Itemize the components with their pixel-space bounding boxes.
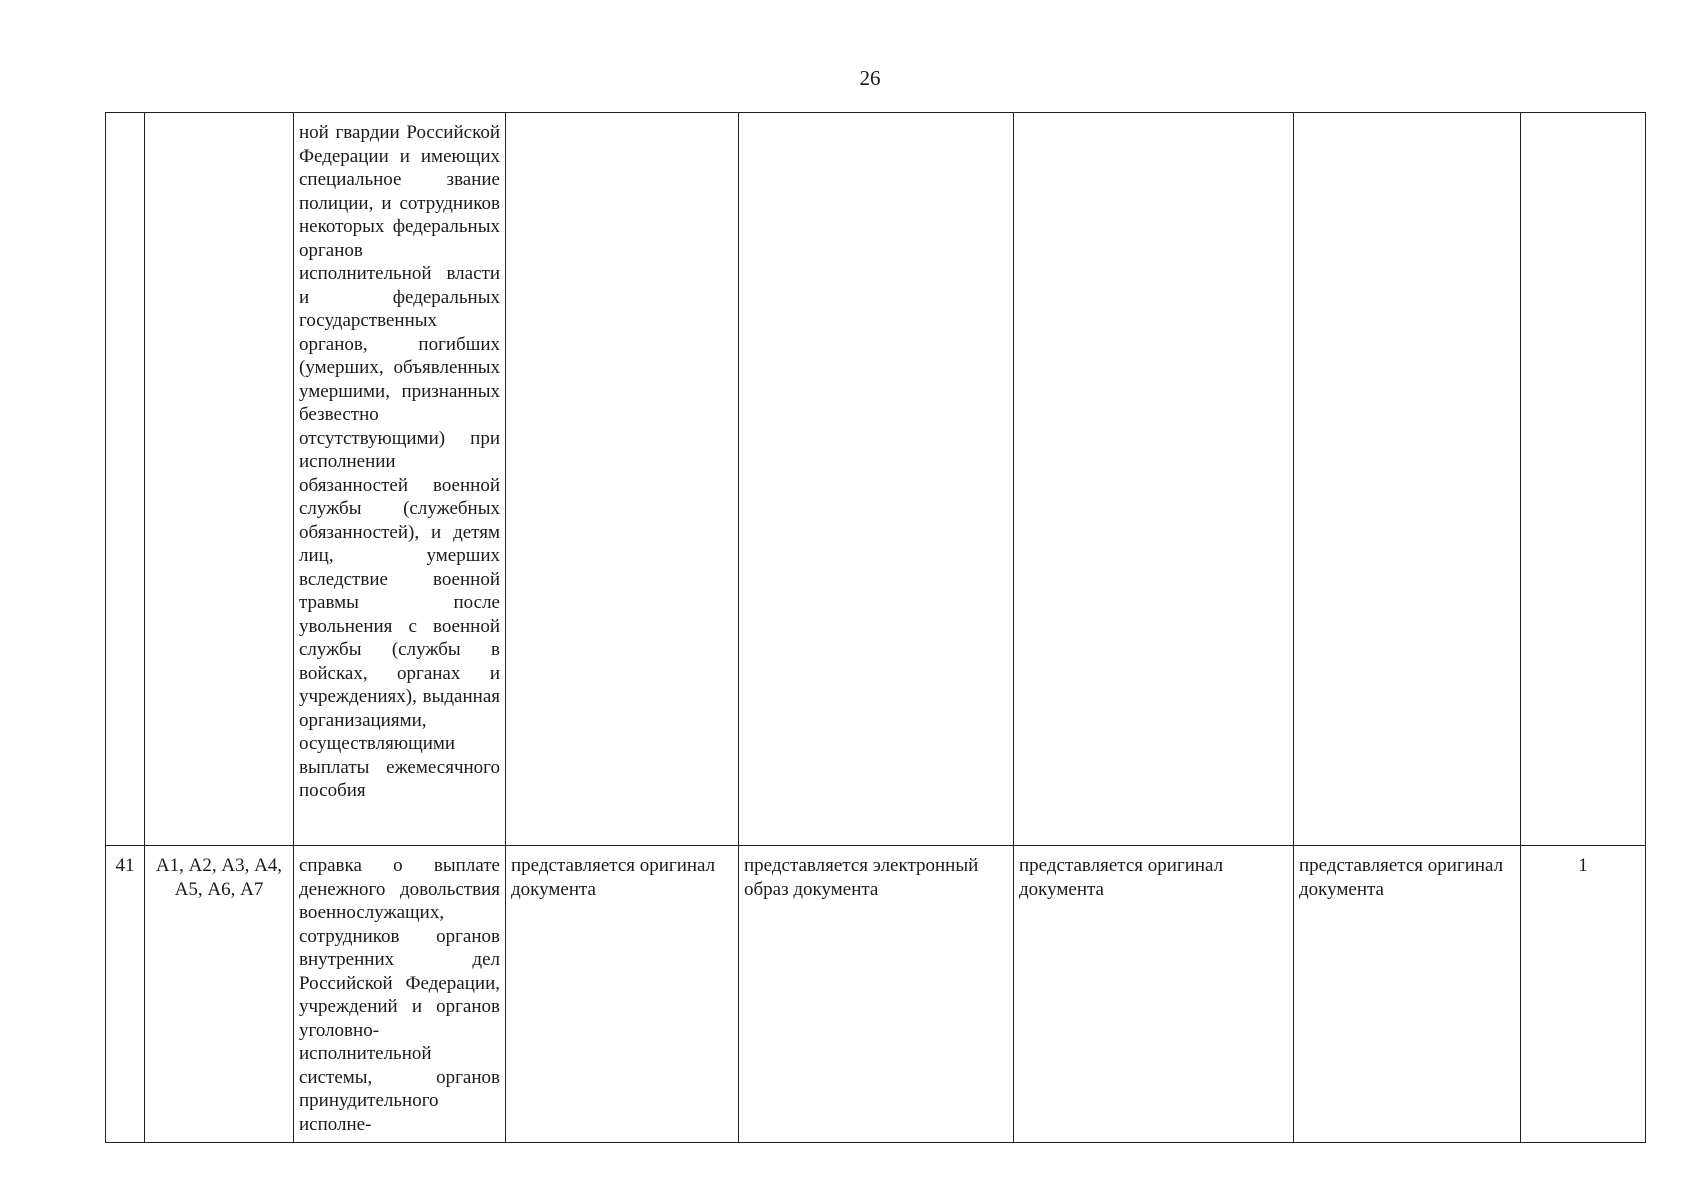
page-number: 26 bbox=[859, 66, 881, 90]
cell-col6: представляется оригинал документа bbox=[1014, 846, 1294, 1143]
cell-number: 41 bbox=[106, 846, 145, 1143]
cell-col5: представляется электронный образ документа bbox=[739, 846, 1014, 1143]
cell-col4 bbox=[506, 113, 739, 846]
cell-col7: представляется оригинал документа bbox=[1294, 846, 1521, 1143]
cell-col7 bbox=[1294, 113, 1521, 846]
cell-description: справка о выплате денежного довольствия военнослужащих, сотрудников органов внутренних дел Российской Федерации, учреждений и органов уголовно-исполнительной системы, органов принудительного исполне- bbox=[294, 846, 506, 1143]
cell-col5 bbox=[739, 113, 1014, 846]
document-table bbox=[105, 112, 1646, 1143]
cell-description: ной гвардии Российской Федерации и имеющих специальное звание полиции, и сотрудников некоторых федеральных органов исполнительной власти и федеральных государственных органов, погибших (умерших, объявленных умершими, признанных безвестно отсутствующими) при исполнении обязанностей военной службы (служебных обязанностей), и детям лиц, умерших вследствие военной травмы после увольнения с военной службы (службы в войсках, органах и учреждениях), выданная организациями, осуществляющими выплаты ежемесячного пособия bbox=[294, 113, 506, 846]
cell-col6 bbox=[1014, 113, 1294, 846]
cell-codes: А1, А2, А3, А4, А5, А6, А7 bbox=[145, 846, 294, 1143]
cell-col4: представляется оригинал документа bbox=[506, 846, 739, 1143]
table-row bbox=[106, 846, 1646, 1143]
cell-col8: 1 bbox=[1521, 846, 1646, 1143]
cell-codes bbox=[145, 113, 294, 846]
table-row bbox=[106, 113, 1646, 846]
cell-col8 bbox=[1521, 113, 1646, 846]
cell-number bbox=[106, 113, 145, 846]
